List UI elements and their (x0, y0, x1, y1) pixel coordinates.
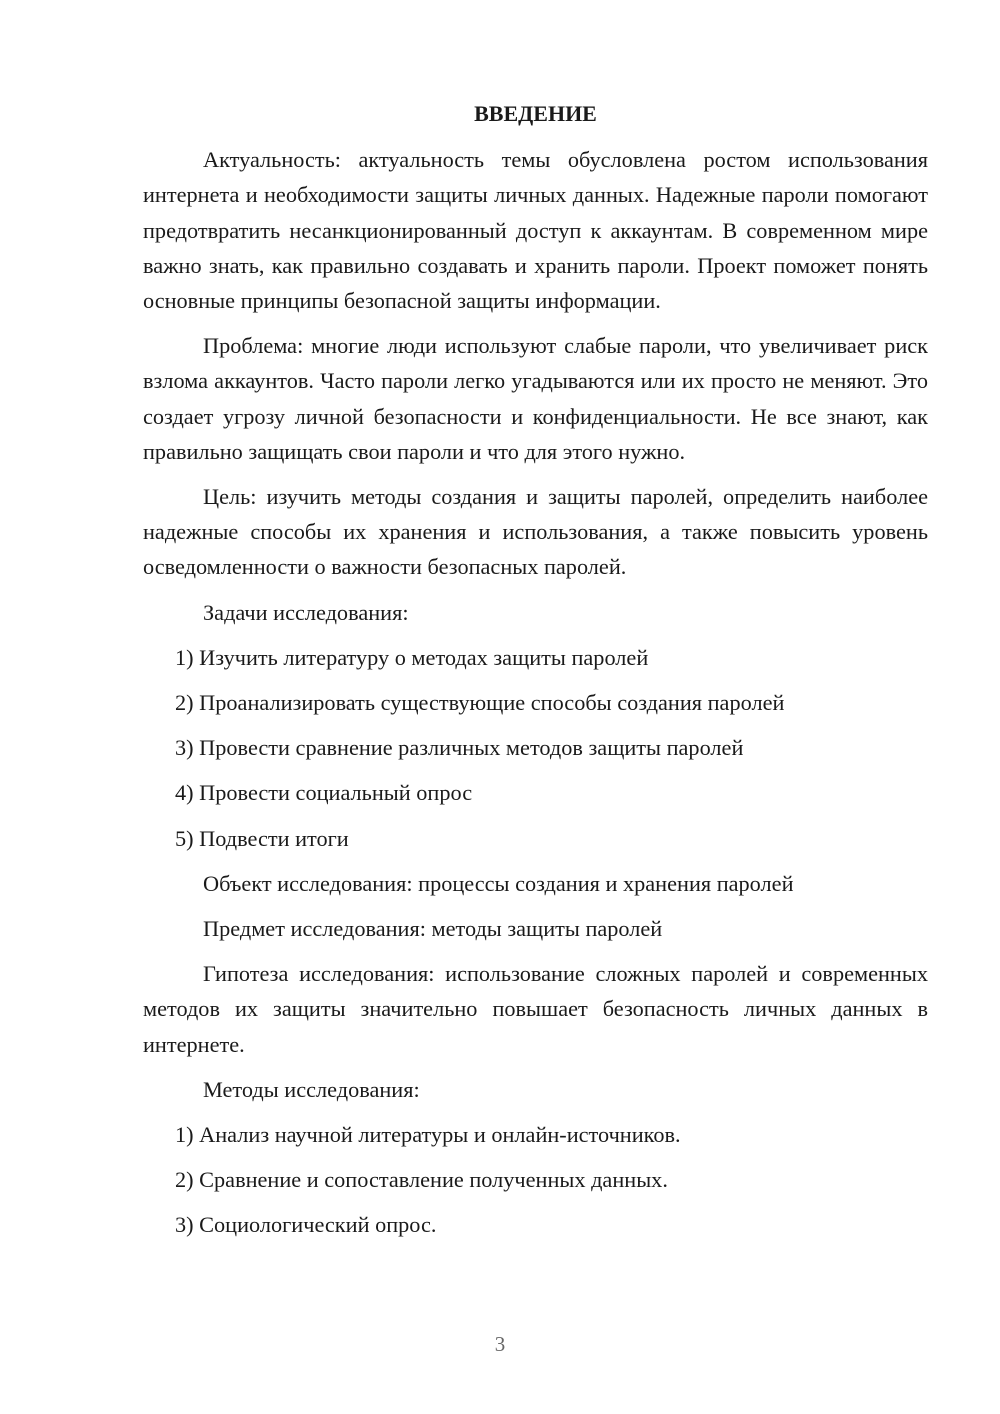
method-item: 3) Социологический опрос. (175, 1212, 437, 1238)
relevance-paragraph: Актуальность: актуальность темы обусловлена ростом использования интернета и необходимости защиты личных данных. Надежные пароли помогают предотвратить несанкционированный доступ к аккаунтам. В современном мире важно знать, как правильно создавать и хранить пароли. Проект поможет понять основные принципы безопасной защиты информации. (143, 147, 928, 314)
problem-paragraph: Проблема: многие люди используют слабые пароли, что увеличивает риск взлома аккаунтов. Часто пароли легко угадываются или их просто не меняют. Это создает угрозу личной безопасности и конфиденциальности. Не все знают, как правильно защищать свои пароли и что для этого нужно. (143, 333, 928, 464)
method-item: 1) Анализ научной литературы и онлайн-источников. (175, 1122, 681, 1148)
method-item: 2) Сравнение и сопоставление полученных данных. (175, 1167, 668, 1193)
methods-heading: Методы исследования: (203, 1076, 420, 1102)
task-item: 1) Изучить литературу о методах защиты паролей (175, 644, 649, 670)
task-item: 2) Проанализировать существующие способы создания паролей (175, 690, 785, 716)
goal-paragraph: Цель: изучить методы создания и защиты паролей, определить наиболее надежные способы их хранения и использования, а также повысить уровень осведомленности о важности безопасных паролей. (143, 484, 928, 580)
subject-line: Предмет исследования: методы защиты паролей (203, 916, 663, 942)
page-content (143, 96, 928, 1253)
task-item: 4) Провести социальный опрос (175, 780, 473, 806)
object-line: Объект исследования: процессы создания и хранения паролей (203, 870, 794, 896)
tasks-heading: Задачи исследования: (203, 599, 409, 625)
task-item: 5) Подвести итоги (175, 825, 349, 851)
task-item: 3) Провести сравнение различных методов защиты паролей (175, 735, 744, 761)
section-title: ВВЕДЕНИЕ (474, 101, 597, 126)
page-number: 3 (494, 1332, 506, 1356)
hypothesis-paragraph: Гипотеза исследования: использование сложных паролей и современных методов их защиты значительно повышает безопасность личных данных в интернете. (143, 961, 928, 1057)
